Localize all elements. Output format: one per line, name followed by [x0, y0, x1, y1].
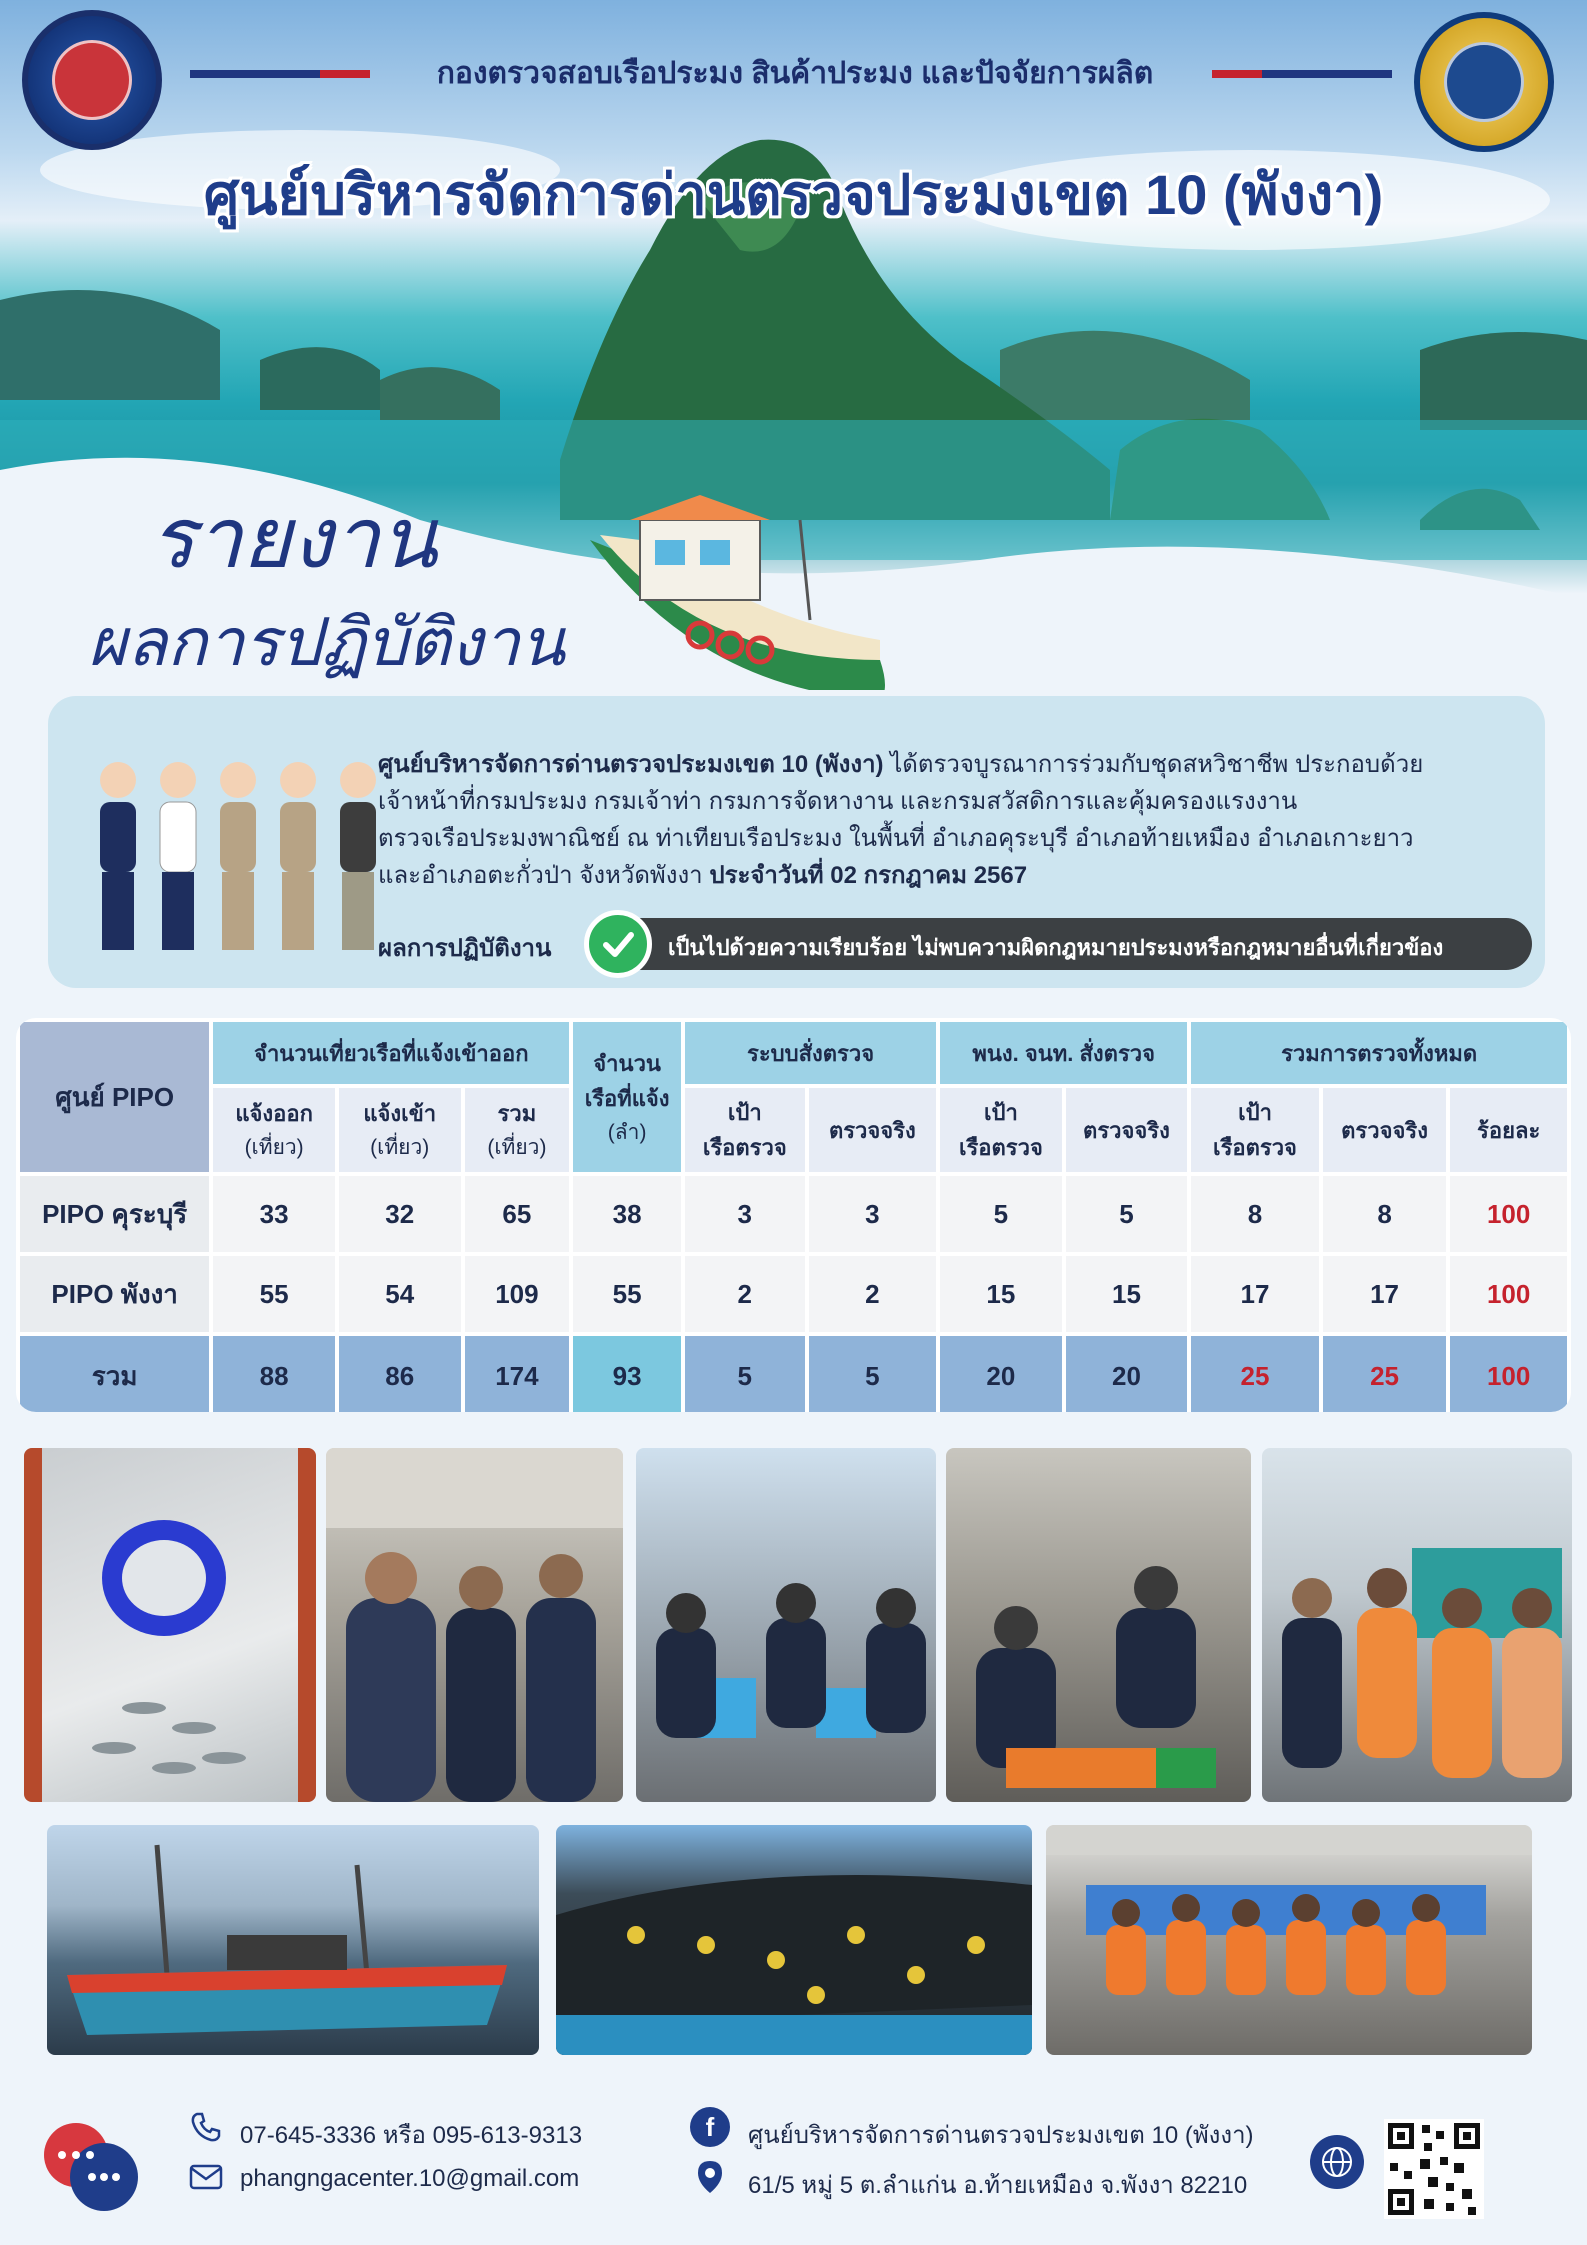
boats-unit: (ลำ) — [607, 1120, 647, 1144]
summary-lead: ศูนย์บริหารจัดการด่านตรวจประมงเขต 10 (พังงา) — [378, 751, 884, 778]
header-stripe-left — [190, 70, 370, 78]
chat-bubbles-icon — [36, 2115, 146, 2215]
group-system-header: ระบบสั่งตรวจ — [685, 1022, 936, 1084]
center-title: ศูนย์บริหารจัดการด่านตรวจประมงเขต 10 (พังงา) — [203, 163, 1384, 226]
boats-header-line2: เรือที่แจ้ง — [584, 1085, 670, 1111]
email-address: phangngacenter.10@gmail.com — [240, 2165, 580, 2192]
cell-tot-target: 8 — [1191, 1176, 1319, 1252]
check-icon — [584, 910, 652, 978]
cell-sum: 109 — [465, 1256, 570, 1332]
cell-in: 86 — [339, 1336, 461, 1412]
cell-sys-actual: 2 — [809, 1256, 937, 1332]
cell-sys-target: 2 — [685, 1256, 805, 1332]
col-sum-header: รวม (เที่ยว) — [465, 1088, 570, 1172]
officers-illustration — [88, 750, 408, 960]
cell-percent: 100 — [1450, 1176, 1567, 1252]
col-percent-header: ร้อยละ — [1450, 1088, 1567, 1172]
summary-text — [378, 746, 1508, 894]
photo-crew-records — [946, 1448, 1251, 1802]
qr-code — [1384, 2119, 1484, 2219]
cell-off-target: 5 — [940, 1176, 1062, 1252]
hero-banner — [0, 0, 1587, 690]
col-in-header: แจ้งเข้า (เที่ยว) — [339, 1088, 461, 1172]
summary-line3: ตรวจเรือประมงพาณิชย์ ณ ท่าเทียบเรือประมง ในพื้นที่ อำเภอคุระบุรี อำเภอท้ายเหมือง อำเภอเกาะยาว — [378, 825, 1414, 852]
table-total-row — [20, 1336, 1567, 1412]
cell-off-actual: 15 — [1066, 1256, 1188, 1332]
result-row — [378, 916, 1578, 972]
col-tot-target-header: เป้า เรือตรวจ — [1191, 1088, 1319, 1172]
cell-in: 54 — [339, 1256, 461, 1332]
group-officer-header: พนง. จนท. สั่งตรวจ — [940, 1022, 1187, 1084]
row-name: PIPO พังงา — [20, 1256, 209, 1332]
result-label: ผลการปฏิบัติงาน — [378, 935, 552, 962]
row-name: PIPO คุระบุรี — [20, 1176, 209, 1252]
cell-sys-target: 5 — [685, 1336, 805, 1412]
col-sys-actual-header: ตรวจจริง — [809, 1088, 937, 1172]
photo-fishing-vessel — [47, 1825, 539, 2055]
cell-tot-target: 25 — [1191, 1336, 1319, 1412]
cell-off-target: 20 — [940, 1336, 1062, 1412]
department-title: กองตรวจสอบเรือประมง สินค้าประมง และปัจจัยการผลิต — [436, 57, 1154, 90]
header-stripe-right — [1212, 70, 1392, 78]
photo-fishing-net — [556, 1825, 1032, 2055]
cell-out: 55 — [213, 1256, 335, 1332]
fishery-inspection-logo — [22, 10, 162, 150]
report-title-line2: ผลการปฏิบัติงาน — [88, 604, 565, 681]
col-off-actual-header: ตรวจจริง — [1066, 1088, 1188, 1172]
cell-tot-target: 17 — [1191, 1256, 1319, 1332]
cell-sys-target: 3 — [685, 1176, 805, 1252]
cell-boats: 93 — [573, 1336, 681, 1412]
report-title-line1: รายงาน — [150, 489, 438, 587]
postal-address: 61/5 หมู่ 5 ต.ลำแก่น อ.ท้ายเหมือง จ.พังงา 82210 — [748, 2172, 1248, 2199]
cell-tot-actual: 25 — [1323, 1336, 1447, 1412]
phone-icon — [186, 2107, 226, 2147]
department-of-fisheries-seal — [1414, 12, 1554, 152]
cell-percent: 100 — [1450, 1336, 1567, 1412]
photo-document-check — [636, 1448, 936, 1802]
summary-line2: เจ้าหน้าที่กรมประมง กรมเจ้าท่า กรมการจัดหางาน และกรมสวัสดิการและคุ้มครองแรงงาน — [378, 788, 1298, 815]
col-center-header: ศูนย์ PIPO — [20, 1022, 209, 1172]
summary-line4: และอำเภอตะกั่วป่า จังหวัดพังงา — [378, 862, 710, 889]
summary-line1: ได้ตรวจบูรณาการร่วมกับชุดสหวิชาชีพ ประกอบด้วย — [883, 751, 1424, 778]
cell-out: 33 — [213, 1176, 335, 1252]
result-text: เป็นไปด้วยความเรียบร้อย ไม่พบความผิดกฎหมายประมงหรือกฎหมายอื่นที่เกี่ยวข้อง — [668, 935, 1444, 960]
globe-icon — [1310, 2135, 1364, 2189]
cell-tot-actual: 8 — [1323, 1176, 1447, 1252]
boats-header-line1: จำนวน — [593, 1050, 661, 1076]
photo-officers-checking — [326, 1448, 623, 1802]
cell-boats: 38 — [573, 1176, 681, 1252]
contact-footer — [0, 2085, 1587, 2245]
facebook-page: ศูนย์บริหารจัดการด่านตรวจประมงเขต 10 (พังงา) — [748, 2122, 1254, 2149]
location-pin-icon — [690, 2157, 730, 2197]
group-total-header: รวมการตรวจทั้งหมด — [1191, 1022, 1567, 1084]
table-row — [20, 1256, 1567, 1332]
cell-percent: 100 — [1450, 1256, 1567, 1332]
col-off-target-header: เป้า เรือตรวจ — [940, 1088, 1062, 1172]
col-tot-actual-header: ตรวจจริง — [1323, 1088, 1447, 1172]
inspection-table — [16, 1018, 1571, 1412]
photo-crew-lifejackets — [1262, 1448, 1572, 1802]
facebook-icon: f — [690, 2107, 730, 2147]
cell-boats: 55 — [573, 1256, 681, 1332]
cell-sys-actual: 5 — [809, 1336, 937, 1412]
cell-tot-actual: 17 — [1323, 1256, 1447, 1332]
col-out-header: แจ้งออก (เที่ยว) — [213, 1088, 335, 1172]
row-name: รวม — [20, 1336, 209, 1412]
group-trips-header: จำนวนเที่ยวเรือที่แจ้งเข้าออก — [213, 1022, 569, 1084]
table-row — [20, 1176, 1567, 1252]
cell-in: 32 — [339, 1176, 461, 1252]
cell-off-target: 15 — [940, 1256, 1062, 1332]
cell-sum: 174 — [465, 1336, 570, 1412]
col-sys-target-header: เป้า เรือตรวจ — [685, 1088, 805, 1172]
summary-panel — [48, 696, 1545, 988]
phone-number: 07-645-3336 หรือ 095-613-9313 — [240, 2122, 583, 2149]
report-date: ประจำวันที่ 02 กรกฎาคม 2567 — [709, 862, 1028, 889]
cell-sys-actual: 3 — [809, 1176, 937, 1252]
cell-out: 88 — [213, 1336, 335, 1412]
photo-fish-sample — [24, 1448, 316, 1802]
photo-crew-group — [1046, 1825, 1532, 2055]
cell-off-actual: 5 — [1066, 1176, 1188, 1252]
col-boats-header — [573, 1022, 681, 1172]
mail-icon — [186, 2157, 226, 2197]
cell-off-actual: 20 — [1066, 1336, 1188, 1412]
cell-sum: 65 — [465, 1176, 570, 1252]
